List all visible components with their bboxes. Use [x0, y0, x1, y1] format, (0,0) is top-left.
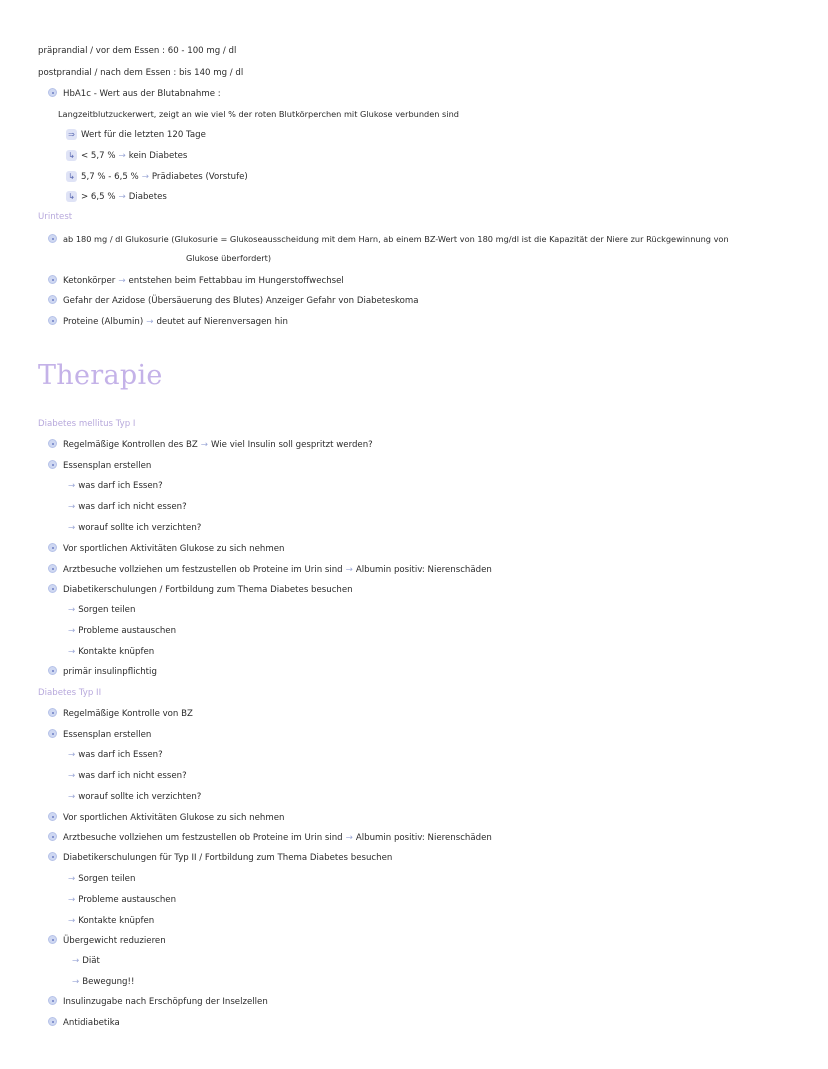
typ2-overweight-subitem-text: Bewegung!! — [82, 977, 135, 987]
typ2-food-subitem — [68, 791, 201, 803]
typ1-food-subitem-text: worauf sollte ich verzichten? — [78, 523, 202, 533]
typ1-training-subitem — [68, 604, 135, 616]
typ1-training-item — [48, 584, 353, 596]
typ2-training-item — [48, 852, 392, 864]
arrow-right-icon: → — [118, 276, 126, 286]
urintest-protein-item — [48, 316, 288, 328]
protein-result: deutet auf Nierenversagen hin — [156, 317, 288, 327]
typ1-control-text: Regelmäßige Kontrollen des BZ — [63, 440, 198, 450]
typ1-control-item — [48, 439, 373, 451]
typ2-food-subitem-text: was darf ich nicht essen? — [78, 771, 187, 781]
hba1c-result: kein Diabetes — [128, 151, 188, 161]
hba1c-heading: HbA1c - Wert aus der Blutabnahme : — [63, 89, 221, 99]
arrow-right-icon: → — [68, 523, 76, 533]
typ2-training-text: Diabetikerschulungen für Typ II / Fortbildung zum Thema Diabetes besuchen — [63, 853, 393, 863]
arrow-right-icon: → — [200, 440, 208, 450]
typ1-food-subitem — [68, 480, 163, 492]
hba1c-item — [66, 191, 167, 203]
protein-label: Proteine (Albumin) — [63, 317, 144, 327]
typ2-control-item — [48, 708, 193, 720]
hook-arrow-icon: ↳ — [66, 191, 77, 202]
urintest-glucose-item — [48, 233, 729, 245]
typ2-training-subitem — [68, 873, 135, 885]
arrow-right-icon: → — [345, 565, 353, 575]
hba1c-result: Diabetes — [128, 192, 167, 202]
hba1c-item-label: Wert für die letzten 120 Tage — [81, 130, 206, 140]
bullet-icon — [48, 832, 57, 841]
arrow-right-icon: → — [68, 750, 76, 760]
urintest-glucose-text: ab 180 mg / dl Glukosurie (Glukosurie = Glukoseausscheidung mit dem Harn, ab einem BZ-Wert von 180 mg/dl ist die Kapazität der Niere zur Rückgewinnung von — [63, 234, 729, 244]
bullet-icon — [48, 708, 57, 717]
typ2-antidiabetika-text: Antidiabetika — [63, 1018, 120, 1028]
bullet-icon — [48, 729, 57, 738]
typ2-food-subitem — [68, 749, 163, 761]
arrow-right-icon: → — [68, 916, 76, 926]
bullet-icon — [48, 88, 57, 97]
arrow-right-icon: → — [68, 874, 76, 884]
typ2-doctor-result: Albumin positiv: Nierenschäden — [355, 833, 492, 843]
bullet-icon — [48, 996, 57, 1005]
typ1-foodplan-text: Essensplan erstellen — [63, 461, 152, 471]
hba1c-item-label: < 5,7 % — [81, 151, 116, 161]
typ1-heading: Diabetes mellitus Typ I — [38, 419, 136, 429]
ketone-label: Ketonkörper — [63, 276, 116, 286]
hba1c-heading-item — [48, 88, 221, 100]
hba1c-item — [66, 129, 206, 141]
typ1-training-subitem — [68, 625, 176, 637]
typ2-food-subitem — [68, 770, 187, 782]
arrow-right-icon: → — [141, 172, 149, 182]
bullet-icon — [48, 812, 57, 821]
typ1-insulin-text: primär insulinpflichtig — [63, 667, 157, 677]
typ2-training-subitem — [68, 894, 176, 906]
typ1-training-subitem-text: Sorgen teilen — [78, 605, 136, 615]
hook-arrow-icon: ↳ — [66, 171, 77, 182]
typ2-overweight-text: Übergewicht reduzieren — [63, 936, 166, 946]
typ1-training-text: Diabetikerschulungen / Fortbildung zum Thema Diabetes besuchen — [63, 585, 353, 595]
typ1-training-subitem — [68, 646, 154, 658]
typ2-insulin-item — [48, 996, 268, 1008]
typ2-sport-text: Vor sportlichen Aktivitäten Glukose zu sich nehmen — [63, 813, 285, 823]
typ2-training-subitem-text: Sorgen teilen — [78, 874, 136, 884]
typ2-foodplan-text: Essensplan erstellen — [63, 730, 152, 740]
typ2-overweight-subitem-text: Diät — [82, 956, 100, 966]
typ1-food-subitem — [68, 501, 187, 513]
hba1c-item-label: 5,7 % - 6,5 % — [81, 172, 139, 182]
arrow-right-icon: → — [68, 771, 76, 781]
bullet-icon — [48, 460, 57, 469]
hba1c-result: Prädiabetes (Vorstufe) — [151, 172, 248, 182]
typ2-training-subitem-text: Probleme austauschen — [78, 895, 177, 905]
double-arrow-icon: ⇒ — [66, 129, 77, 140]
typ1-doctor-result: Albumin positiv: Nierenschäden — [355, 565, 492, 575]
typ1-food-subitem-text: was darf ich nicht essen? — [78, 502, 187, 512]
typ1-food-subitem — [68, 522, 201, 534]
typ2-overweight-item — [48, 935, 166, 947]
typ2-food-subitem-text: worauf sollte ich verzichten? — [78, 792, 202, 802]
bullet-icon — [48, 295, 57, 304]
urintest-azidose-item — [48, 295, 419, 307]
typ1-insulin-item — [48, 666, 157, 678]
typ2-overweight-subitem — [72, 955, 100, 967]
typ2-sport-item — [48, 812, 284, 824]
therapie-title: Therapie — [38, 360, 163, 391]
typ1-sport-item — [48, 543, 284, 555]
arrow-right-icon: → — [68, 502, 76, 512]
bullet-icon — [48, 564, 57, 573]
arrow-right-icon: → — [68, 647, 76, 657]
postprandial-line: postprandial / nach dem Essen : bis 140 mg / dl — [38, 68, 244, 78]
arrow-right-icon: → — [118, 192, 126, 202]
arrow-right-icon: → — [68, 792, 76, 802]
arrow-right-icon: → — [68, 895, 76, 905]
hba1c-item-label: > 6,5 % — [81, 192, 116, 202]
bullet-icon — [48, 852, 57, 861]
bullet-icon — [48, 439, 57, 448]
typ2-heading: Diabetes Typ II — [38, 688, 102, 698]
typ1-control-result: Wie viel Insulin soll gespritzt werden? — [210, 440, 373, 450]
bullet-icon — [48, 935, 57, 944]
typ2-control-text: Regelmäßige Kontrolle von BZ — [63, 709, 193, 719]
arrow-right-icon: → — [72, 956, 80, 966]
typ1-foodplan-item — [48, 460, 151, 472]
typ2-training-subitem-text: Kontakte knüpfen — [78, 916, 155, 926]
urintest-glucose-continuation: Glukose überfordert) — [186, 253, 272, 263]
typ1-training-subitem-text: Probleme austauschen — [78, 626, 177, 636]
typ1-doctor-item — [48, 564, 492, 576]
typ2-doctor-item — [48, 832, 492, 844]
bullet-icon — [48, 1017, 57, 1026]
typ2-training-subitem — [68, 915, 154, 927]
hook-arrow-icon: ↳ — [66, 150, 77, 161]
arrow-right-icon: → — [72, 977, 80, 987]
bullet-icon — [48, 584, 57, 593]
typ2-insulin-text: Insulinzugabe nach Erschöpfung der Inselzellen — [63, 997, 268, 1007]
hba1c-item — [66, 150, 187, 162]
typ1-food-subitem-text: was darf ich Essen? — [78, 481, 163, 491]
typ1-doctor-text: Arztbesuche vollziehen um festzustellen ob Proteine im Urin sind — [63, 565, 343, 575]
azidose-text: Gefahr der Azidose (Übersäuerung des Blutes) Anzeiger Gefahr von Diabeteskoma — [63, 296, 419, 306]
typ1-sport-text: Vor sportlichen Aktivitäten Glukose zu sich nehmen — [63, 544, 285, 554]
typ2-doctor-text: Arztbesuche vollziehen um festzustellen ob Proteine im Urin sind — [63, 833, 343, 843]
urintest-heading: Urintest — [38, 212, 73, 222]
bullet-icon — [48, 543, 57, 552]
praeprandial-line: präprandial / vor dem Essen : 60 - 100 mg / dl — [38, 46, 237, 56]
hba1c-description: Langzeitblutzuckerwert, zeigt an wie viel % der roten Blutkörperchen mit Glukose verbunden sind — [58, 109, 459, 119]
typ2-antidiabetika-item — [48, 1017, 120, 1029]
typ2-food-subitem-text: was darf ich Essen? — [78, 750, 163, 760]
typ2-overweight-subitem — [72, 976, 134, 988]
arrow-right-icon: → — [68, 626, 76, 636]
arrow-right-icon: → — [68, 605, 76, 615]
ketone-result: entstehen beim Fettabbau im Hungerstoffwechsel — [128, 276, 344, 286]
arrow-right-icon: → — [68, 481, 76, 491]
urintest-ketone-item — [48, 275, 344, 287]
arrow-right-icon: → — [118, 151, 126, 161]
bullet-icon — [48, 234, 57, 243]
arrow-right-icon: → — [146, 317, 154, 327]
hba1c-item — [66, 171, 248, 183]
typ2-foodplan-item — [48, 729, 151, 741]
bullet-icon — [48, 666, 57, 675]
bullet-icon — [48, 275, 57, 284]
arrow-right-icon: → — [345, 833, 353, 843]
bullet-icon — [48, 316, 57, 325]
typ1-training-subitem-text: Kontakte knüpfen — [78, 647, 155, 657]
